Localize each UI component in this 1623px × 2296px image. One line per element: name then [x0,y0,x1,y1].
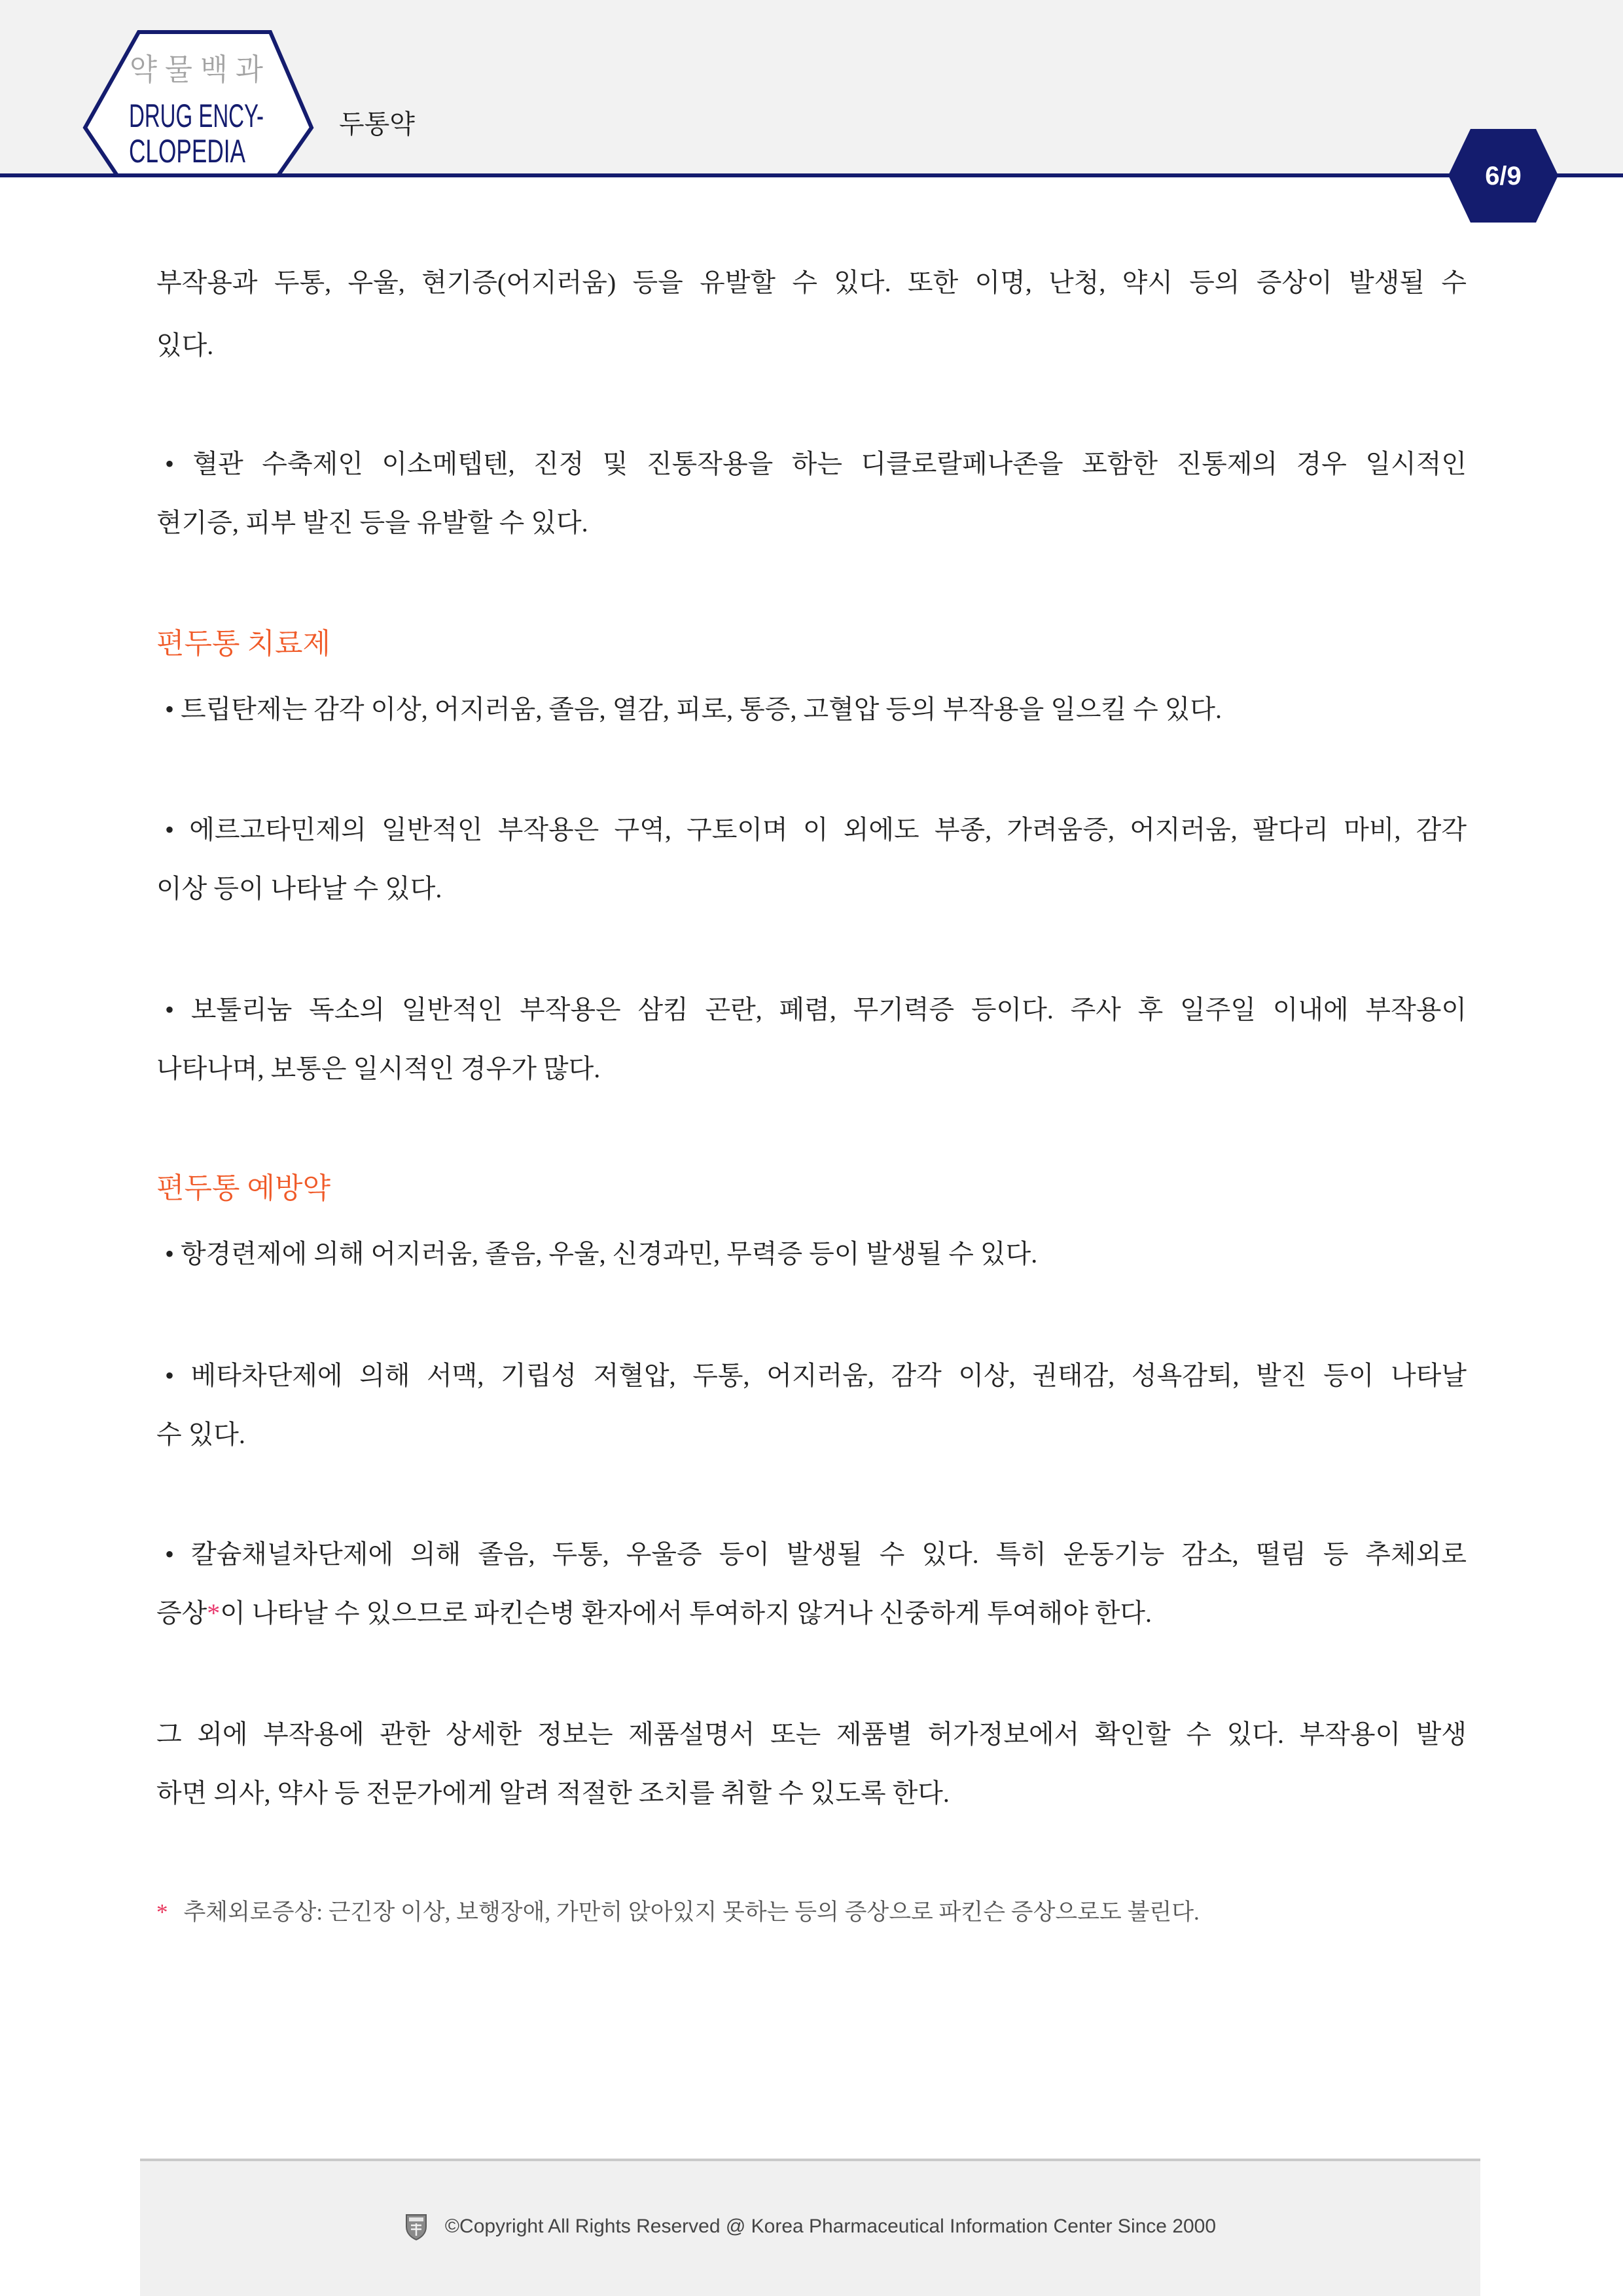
document-title: 두통약 [339,110,415,139]
bullet-item-line: • 항경련제에 의해 어지러움, 졸음, 우울, 신경과민, 무력증 등이 발생될 수 있다. [165,1239,1038,1268]
footnote-reference-word: 증상 [156,1598,207,1628]
logo-korean-name: 약 물 백 과 [130,52,264,86]
bullet-item-line-rest: 이 나타날 수 있으므로 파킨슨병 환자에서 투여하지 않거나 신중하게 투여해야 한다. [220,1598,1152,1628]
page-indicator: 6/9 [1485,162,1522,190]
bullet-item [156,1525,1467,1643]
footnote-text: 추체외로증상: 근긴장 이상, 보행장애, 가만히 앉아있지 못하는 등의 증상으로 파킨슨 증상으로도 불린다. [183,1899,1200,1925]
logo-english-line1: DRUG ENCY- [129,98,264,134]
bullet-item-line: 나타나며, 보통은 일시적인 경우가 많다. [156,1054,601,1083]
document-body [156,0,1467,2160]
paragraph-line: 그 외에 부작용에 관한 상세한 정보는 제품설명서 또는 제품별 허가정보에서 확인할 수 있다. 부작용이 발생 [156,1719,1467,1749]
paragraph [156,251,1467,377]
copyright-text: ©Copyright All Rights Reserved @ Korea Pharmaceutical Information Center Since 2000 [444,2215,1217,2237]
bullet-item-line: 수 있다. [156,1420,245,1449]
footnote-asterisk: * [156,1899,168,1925]
bullet-item-line: • 혈관 수축제인 이소메텝텐, 진정 및 진통작용을 하는 디클로랄페나존을 포함한 진통제의 경우 일시적인 [165,449,1467,478]
footnote-marker: * [207,1598,221,1628]
section-heading-treatment: 편두통 치료제 [156,628,331,660]
bullet-item [156,435,1467,552]
footnote [156,1893,1467,1932]
logo-english-line2: CLOPEDIA [129,133,246,170]
bullet-item [156,680,1467,739]
bullet-item-line: • 보툴리눔 독소의 일반적인 부작용은 삼킴 곤란, 폐렴, 무기력증 등이다. 주사 후 일주일 이내에 부작용이 [165,995,1467,1024]
bullet-item [156,980,1467,1098]
page-footer [140,2159,1480,2296]
bullet-item [156,1346,1467,1464]
section-heading-prevention: 편두통 예방약 [156,1172,331,1204]
bullet-item [156,1225,1467,1283]
bullet-item-line: 이상 등이 나타날 수 있다. [156,874,442,903]
bullet-item-line: • 칼슘채널차단제에 의해 졸음, 두통, 우울증 등이 발생될 수 있다. 특히 운동기능 감소, 떨림 등 추체외로 [165,1539,1467,1569]
bullet-item-line: • 트립탄제는 감각 이상, 어지러움, 졸음, 열감, 피로, 통증, 고혈압 등의 부작용을 일으킬 수 있다. [165,694,1222,724]
closing-paragraph [156,1705,1467,1823]
paragraph-line: 있다. [156,331,214,360]
kpic-emblem-icon [404,2212,428,2241]
bullet-item [156,800,1467,918]
bullet-item-line: • 에르고타민제의 일반적인 부작용은 구역, 구토이며 이 외에도 부종, 가려움증, 어지러움, 팔다리 마비, 감각 [165,815,1467,844]
bullet-item-line: 현기증, 피부 발진 등을 유발할 수 있다. [156,508,588,537]
bullet-item-line [156,1584,1467,1643]
paragraph-line: 부작용과 두통, 우울, 현기증(어지러움) 등을 유발할 수 있다. 또한 이명, 난청, 약시 등의 증상이 발생될 수 [156,268,1467,297]
paragraph-line: 하면 의사, 약사 등 전문가에게 알려 적절한 조치를 취할 수 있도록 한다. [156,1778,950,1808]
bullet-item-line: • 베타차단제에 의해 서맥, 기립성 저혈압, 두통, 어지러움, 감각 이상, 권태감, 성욕감퇴, 발진 등이 나타날 [165,1361,1467,1390]
